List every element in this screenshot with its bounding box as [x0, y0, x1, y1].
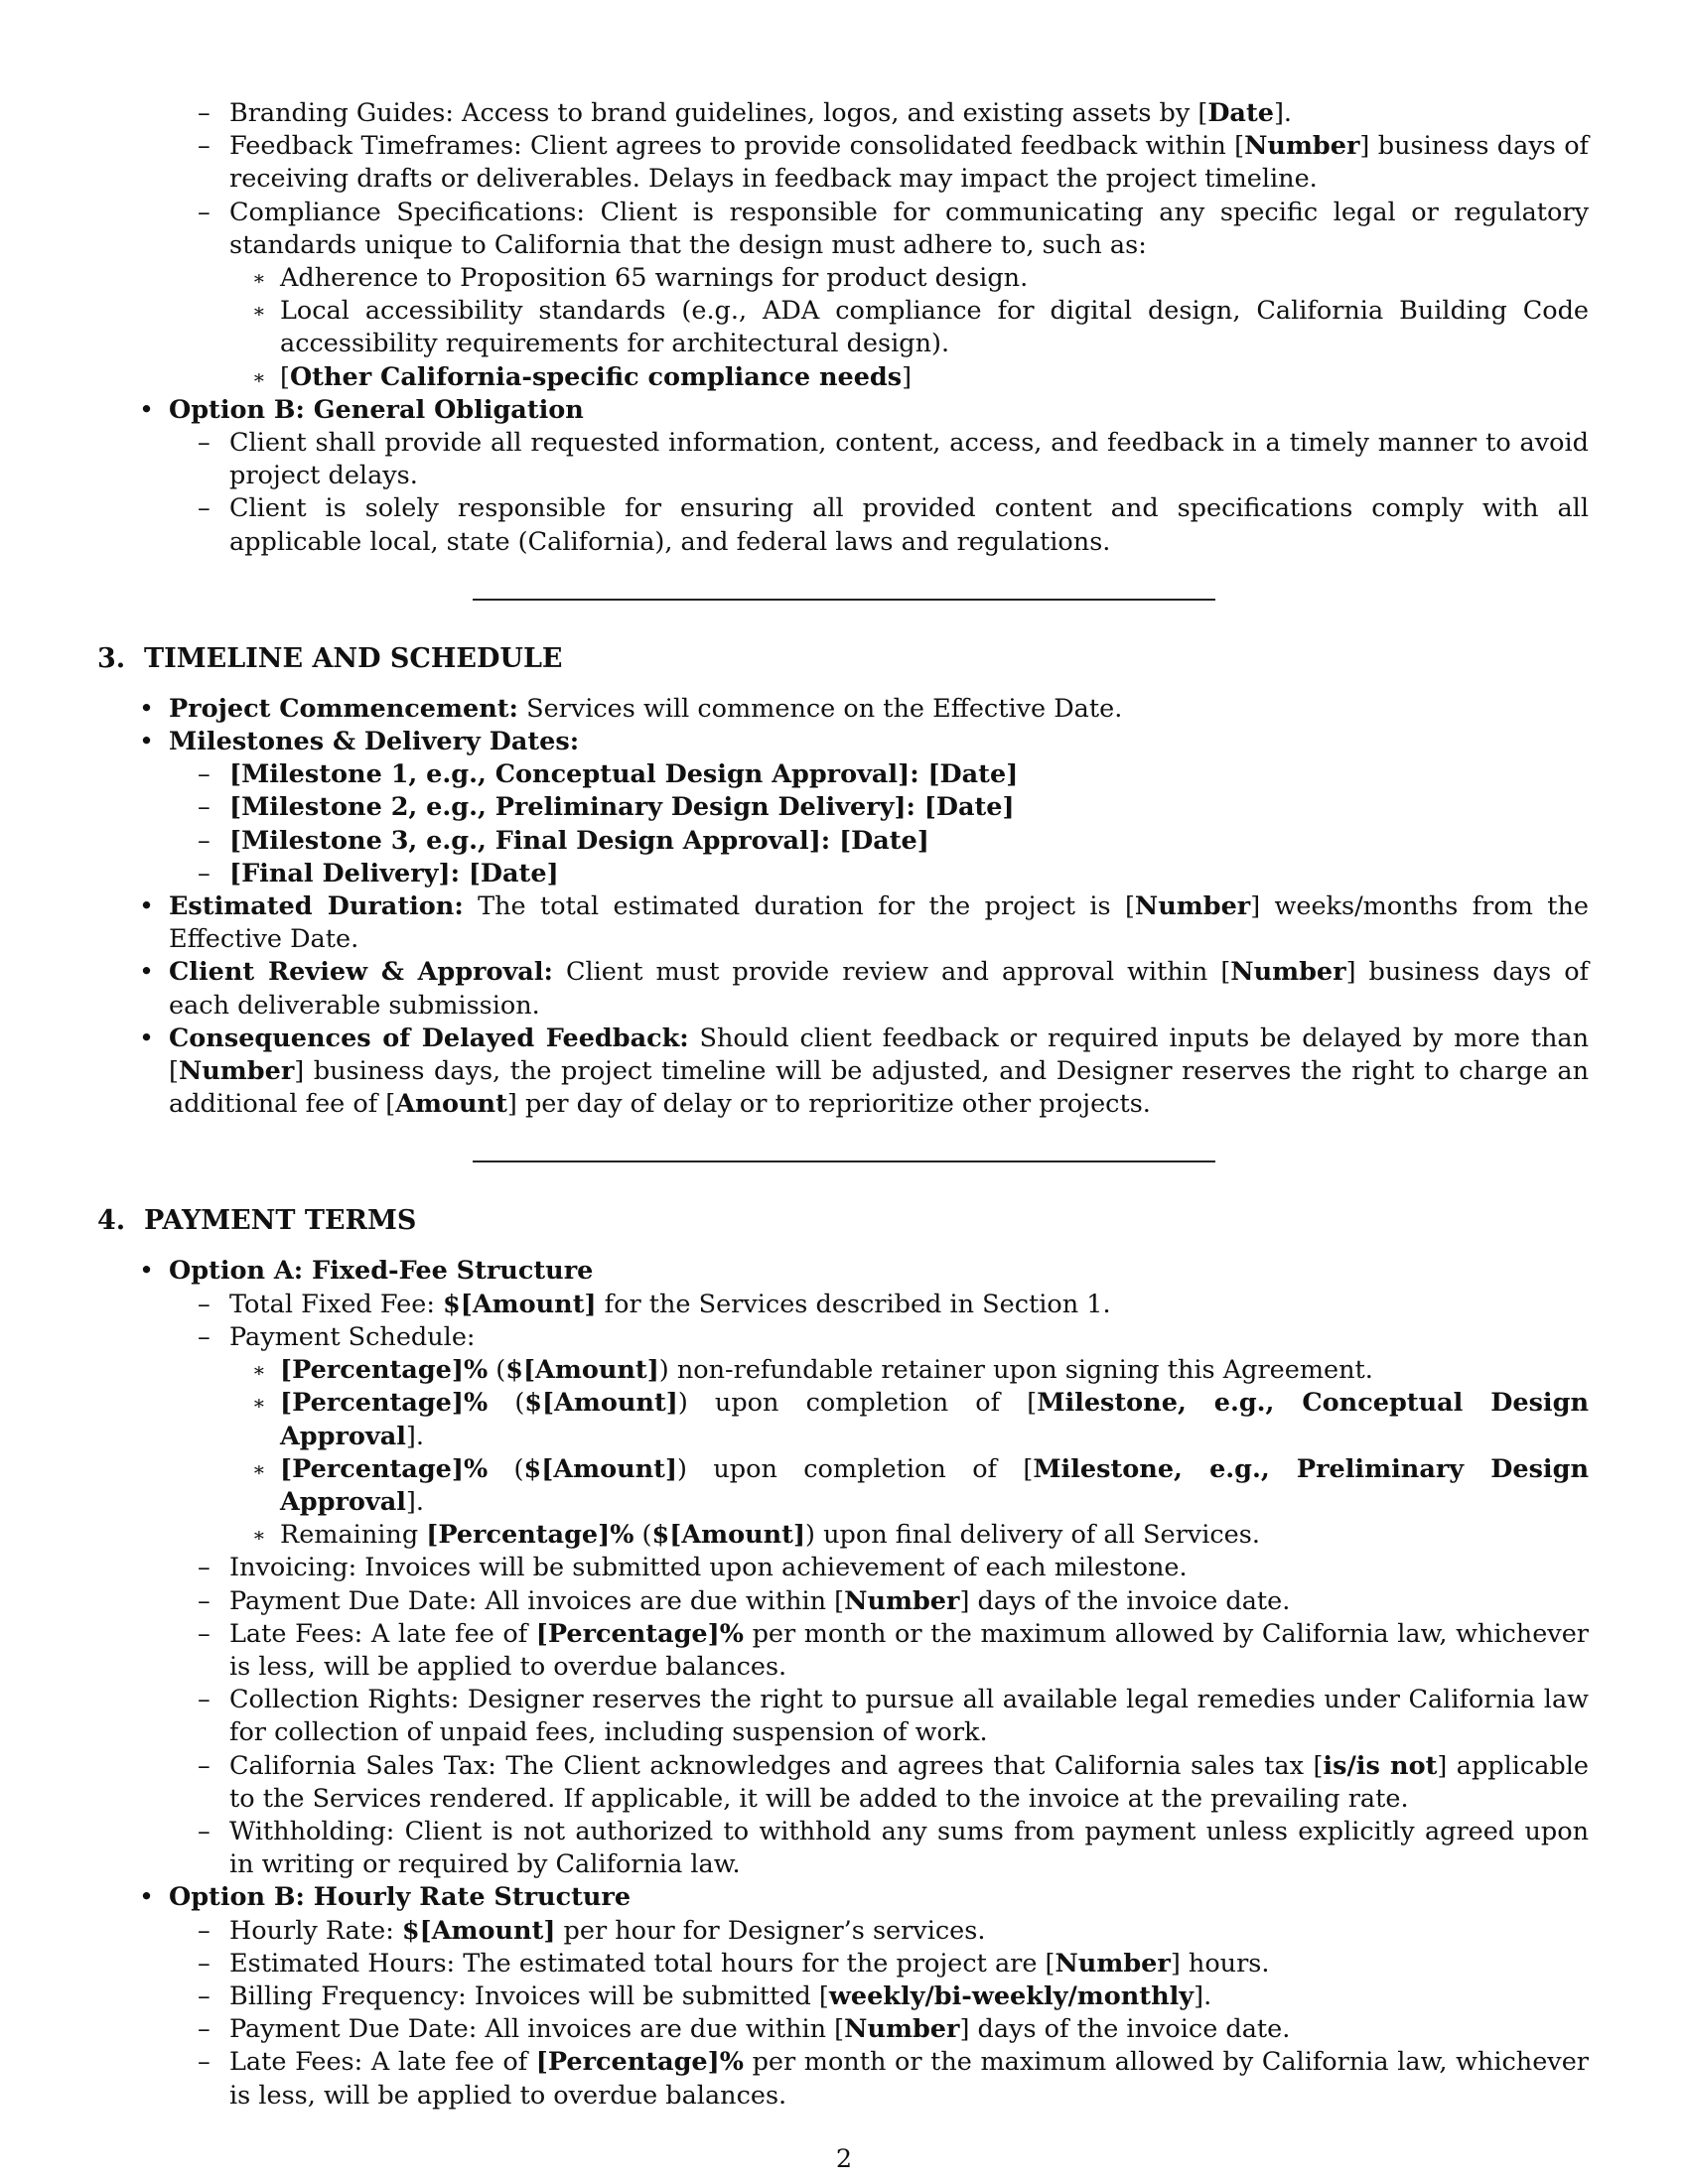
option-b-hourly-rate: • Option B: Hourly Rate Structure — [139, 1882, 632, 1913]
schedule-installment: ∗ [Percentage]% ($[Amount]) non-refundable retainer upon signing this Agreement. — [252, 1355, 1373, 1386]
schedule-installment: ∗ [Percentage]% ($[Amount]) upon completion of [Milestone, e.g., Preliminary Design Approval]. — [252, 1453, 1589, 1517]
payment-schedule-item: – Payment Schedule: — [198, 1321, 476, 1352]
section-3-heading: 3. TIMELINE AND SCHEDULE — [97, 642, 563, 674]
billing-frequency-item: – Billing Frequency: Invoices will be submitted [weekly/bi-weekly/monthly]. — [198, 1980, 1212, 2011]
payment-due-date-item: – Payment Due Date: All invoices are due within [Number] days of the invoice date. — [198, 2014, 1291, 2045]
milestone-entry: – [Milestone 3, e.g., Final Design Approval]: [Date] — [198, 825, 929, 856]
branding-guides-item: – Branding Guides: Access to brand guidelines, logos, and existing assets by [Date]. — [198, 98, 1293, 128]
section-4-heading: 4. PAYMENT TERMS — [97, 1205, 417, 1237]
total-fixed-fee-item: – Total Fixed Fee: $[Amount] for the Services described in Section 1. — [198, 1289, 1111, 1319]
payment-due-date-item: – Payment Due Date: All invoices are due within [Number] days of the invoice date. — [198, 1585, 1291, 1616]
obligation-item: – Client is solely responsible for ensuring all provided content and specifications comply with all applicable local, state (California), and federal laws and regulations. — [198, 493, 1589, 557]
section-divider — [97, 1121, 1589, 1204]
option-b-general-obligation: • Option B: General Obligation — [139, 394, 584, 425]
milestones-item: • Milestones & Delivery Dates: — [139, 727, 580, 757]
invoicing-item: – Invoicing: Invoices will be submitted upon achievement of each milestone. — [198, 1553, 1188, 1583]
document-page — [97, 97, 1589, 2113]
late-fees-item: – Late Fees: A late fee of [Percentage]% per month or the maximum allowed by California law, whichever is less, will be applied to overdue balances. — [198, 2047, 1589, 2111]
milestone-entry: – [Milestone 2, e.g., Preliminary Design Delivery]: [Date] — [198, 792, 1015, 823]
milestone-entry: – [Milestone 1, e.g., Conceptual Design Approval]: [Date] — [198, 759, 1019, 790]
client-review-item: • Client Review & Approval: Client must provide review and approval within [Number] business days of each deliverable submission. — [139, 957, 1589, 1021]
schedule-installment: ∗ [Percentage]% ($[Amount]) upon completion of [Milestone, e.g., Conceptual Design Approval]. — [252, 1388, 1589, 1451]
late-fees-item: – Late Fees: A late fee of [Percentage]% per month or the maximum allowed by California law, whichever is less, will be applied to overdue balances. — [198, 1618, 1589, 1682]
project-commencement-item: • Project Commencement: Services will commence on the Effective Date. — [139, 693, 1123, 724]
compliance-specifications-item: – Compliance Specifications: Client is responsible for communicating any specific legal or regulatory standards unique to California that the design must adhere to, such as: — [198, 197, 1589, 260]
estimated-hours-item: – Estimated Hours: The estimated total hours for the project are [Number] hours. — [198, 1948, 1270, 1979]
compliance-subitem: ∗ Local accessibility standards (e.g., ADA compliance for digital design, California Building Code accessibility requirements for architectural design). — [252, 296, 1589, 359]
sales-tax-item: – California Sales Tax: The Client acknowledges and agrees that California sales tax [is/is not] applicable to the Services rendered. If applicable, it will be added to the invoice at the prevailing rate. — [198, 1750, 1589, 1814]
milestone-entry: – [Final Delivery]: [Date] — [198, 858, 559, 888]
withholding-item: – Withholding: Client is not authorized to withhold any sums from payment unless explicitly agreed upon in writing or required by California law. — [198, 1816, 1589, 1880]
estimated-duration-item: • Estimated Duration: The total estimated duration for the project is [Number] weeks/months from the Effective Date. — [139, 891, 1589, 955]
option-a-fixed-fee: • Option A: Fixed-Fee Structure — [139, 1256, 594, 1287]
section-divider — [97, 559, 1589, 642]
feedback-timeframes-item: – Feedback Timeframes: Client agrees to provide consolidated feedback within [Number] business days of receiving drafts or deliverables. Delays in feedback may impact the project timeline. — [198, 131, 1589, 195]
schedule-installment: ∗ Remaining [Percentage]% ($[Amount]) upon final delivery of all Services. — [252, 1520, 1260, 1551]
compliance-subitem: ∗ Adherence to Proposition 65 warnings for product design. — [252, 263, 1029, 294]
hourly-rate-item: – Hourly Rate: $[Amount] per hour for Designer’s services. — [198, 1915, 986, 1946]
obligation-item: – Client shall provide all requested information, content, access, and feedback in a timely manner to avoid project delays. — [198, 428, 1589, 491]
page-number: 2 — [835, 2144, 853, 2174]
delayed-feedback-item: • Consequences of Delayed Feedback: Should client feedback or required inputs be delayed by more than [Number] business days, the project timeline will be adjusted, and Designer reserves the right to charge an additional fee of [Amount] per day of delay or to reprioritize other projects. — [139, 1023, 1590, 1120]
collection-rights-item: – Collection Rights: Designer reserves the right to pursue all available legal remedies under California law for collection of unpaid fees, including suspension of work. — [198, 1685, 1589, 1748]
compliance-subitem: ∗ [Other California-specific compliance needs] — [252, 361, 913, 392]
